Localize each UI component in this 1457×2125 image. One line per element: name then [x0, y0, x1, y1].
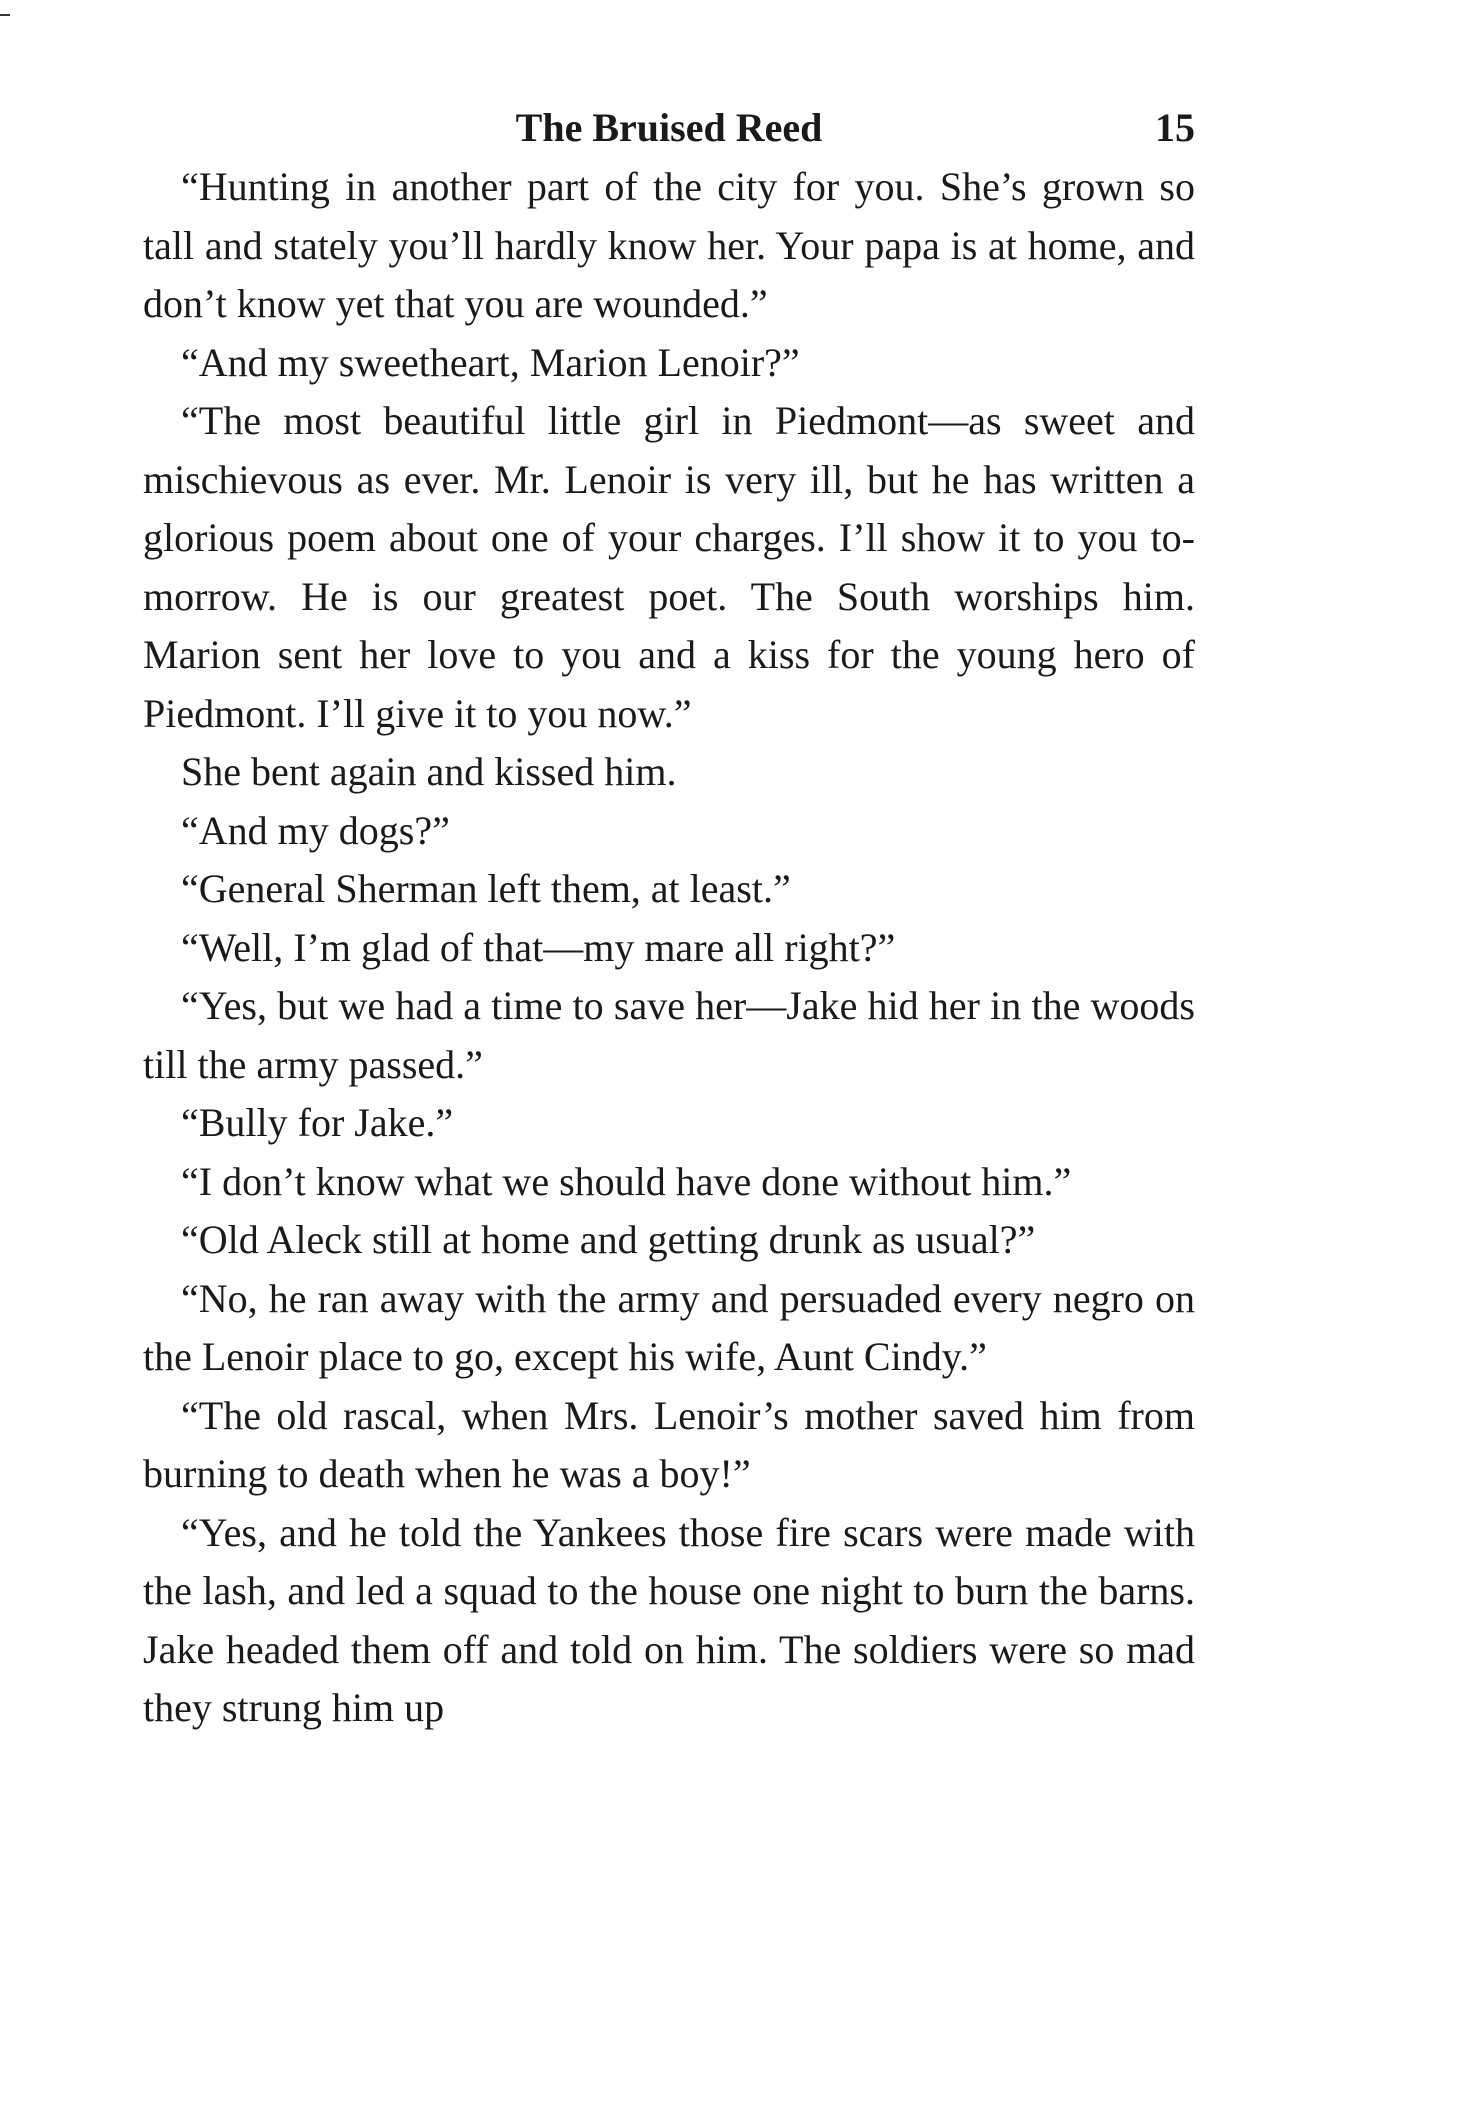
- body-text: [143, 158, 1195, 1738]
- paragraph: “And my sweetheart, Marion Lenoir?”: [181, 339, 800, 385]
- paragraph: She bent again and kissed him.: [181, 749, 677, 794]
- scan-edge-mark: [0, 14, 10, 16]
- paragraph: “The old rascal, when Mrs. Lenoir’s mother saved him from burning to death when he was a boy!”: [143, 1392, 1195, 1496]
- paragraph: “I don’t know what we should have done without him.”: [181, 1158, 1072, 1204]
- book-page: [143, 98, 1195, 1738]
- paragraph: “No, he ran away with the army and persuaded every negro on the Lenoir place to go, except his wife, Aunt Cindy.”: [143, 1275, 1195, 1379]
- running-title: The Bruised Reed: [515, 105, 823, 150]
- paragraph: “General Sherman left them, at least.”: [181, 866, 791, 911]
- paragraph: “Yes, but we had a time to save her—Jake hid her in the woods till the army passed.”: [143, 983, 1195, 1087]
- paragraph: “Old Aleck still at home and getting drunk as usual?”: [181, 1217, 1036, 1262]
- page-number: 15: [1155, 105, 1195, 150]
- paragraph: “Hunting in another part of the city for you. She’s grown so tall and stately you’ll hardly know her. Your papa is at home, and don’t know yet that you are wounded.”: [143, 164, 1195, 326]
- paragraph: “And my dogs?”: [181, 807, 450, 853]
- paragraph: “Bully for Jake.”: [181, 1100, 454, 1145]
- running-head: [143, 98, 1195, 158]
- paragraph: “Well, I’m glad of that—my mare all right?”: [181, 924, 896, 970]
- paragraph: “Yes, and he told the Yankees those fire scars were made with the lash, and led a squad to the house one night to burn the barns. Jake headed them off and told on him. The soldiers were so mad they strung him up: [143, 1509, 1195, 1730]
- paragraph: “The most beautiful little girl in Piedmont—as sweet and mischievous as ever. Mr. Lenoir is very ill, but he has written a glorious poem about one of your charges. I’ll show it to you to-morrow. He is our greatest poet. The South worships him. Marion sent her love to you and a kiss for the young hero of Piedmont. I’ll give it to you now.”: [143, 398, 1195, 736]
